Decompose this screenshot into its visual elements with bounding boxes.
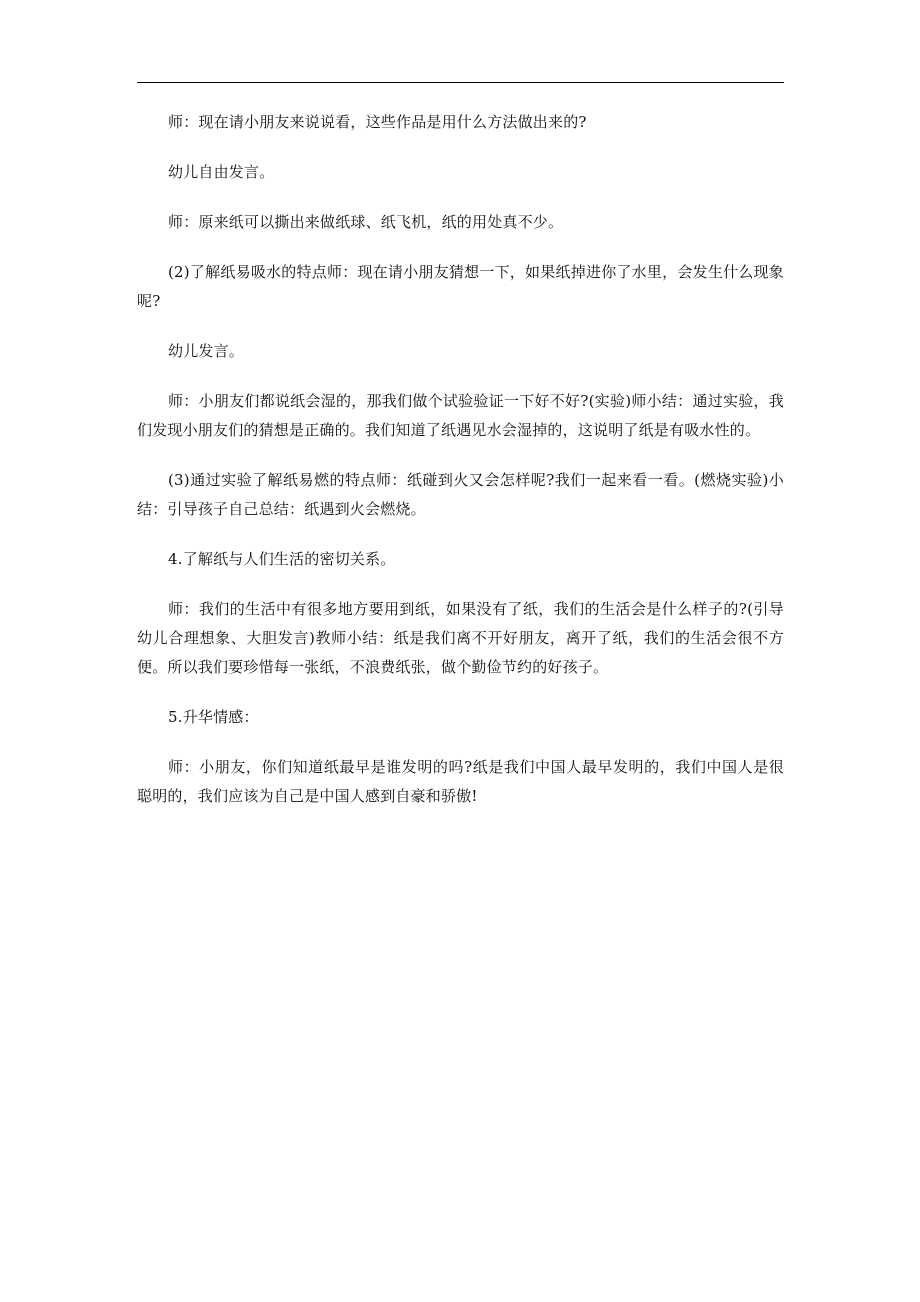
section-heading-emotion: 5.升华情感： [168,708,259,726]
paragraph-water-experiment: 师：小朋友们都说纸会湿的，那我们做个试验验证一下好不好?(实验)师小结：通过实验，我们发现小朋友们的猜想是正确的。我们知道了纸遇见水会湿掉的，这说明了纸是有吸水性的。 [137,392,784,439]
paragraph-teacher-question: 师：现在请小朋友来说说看，这些作品是用什么方法做出来的? [168,113,587,131]
section-heading-life: 4.了解纸与人们生活的密切关系。 [168,550,396,568]
paragraph-children-respond: 幼儿发言。 [168,342,245,360]
header-rule [137,82,784,83]
paragraph-paper-in-life: 师：我们的生活中有很多地方要用到纸，如果没有了纸，我们的生活会是什么样子的?(引导幼儿合理想象、大胆发言)教师小结：纸是我们离不开好朋友，离开了纸，我们的生活会很不方便。所以我们要珍惜每一张纸，不浪费纸张，做个勤俭节约的好孩子。 [137,600,784,676]
paragraph-teacher-summary: 师：原来纸可以撕出来做纸球、纸飞机，纸的用处真不少。 [168,213,564,231]
document-body [137,108,784,832]
paragraph-invention: 师：小朋友，你们知道纸最早是谁发明的吗?纸是我们中国人最早发明的，我们中国人是很聪明的，我们应该为自己是中国人感到自豪和骄傲! [137,758,784,805]
paragraph-children-speak: 幼儿自由发言。 [168,163,275,181]
paragraph-absorb-water: (2)了解纸易吸水的特点师：现在请小朋友猜想一下，如果纸掉进你了水里，会发生什么现象呢? [137,263,784,310]
paragraph-flammable: (3)通过实验了解纸易燃的特点师：纸碰到火又会怎样呢?我们一起来看一看。(燃烧实验)小结：引导孩子自己总结：纸遇到火会燃烧。 [137,471,784,518]
